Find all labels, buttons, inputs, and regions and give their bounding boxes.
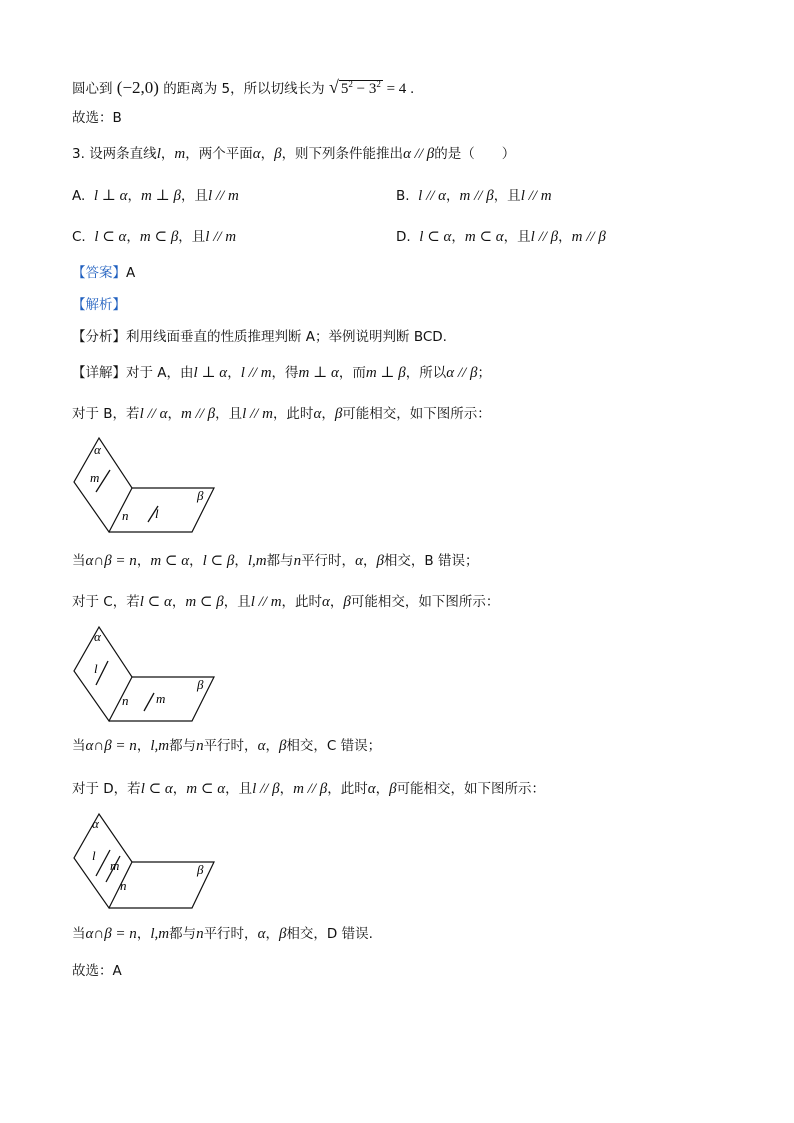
label-m: m [90,470,100,485]
case-c-conclusion: 当α∩β = n，l,m都与n平行时，α，β相交，C 错误； [72,738,382,754]
label-l: l [155,506,159,521]
label-n: n [122,508,129,523]
option-c: C. l ⊂ α，m ⊂ β，且l // m [72,229,237,245]
label-alpha: α [92,816,99,831]
point-expression: (−2,0) [116,78,159,97]
choose-1: 故选：B [72,110,122,126]
label-alpha: α [94,442,101,457]
option-d: D. l ⊂ α，m ⊂ α，且l // β，m // β [396,229,606,245]
figure-case-c [72,625,222,729]
case-b-line: 对于 B，若l // α，m // β，且l // m，此时α，β可能相交，如下图所示： [72,406,491,422]
label-m: m [156,691,166,706]
text: . [410,81,415,97]
label-l: l [94,661,98,676]
label-beta: β [197,862,204,877]
option-b: B. l // α，m // β，且l // m [396,188,552,204]
case-b-conclusion: 当α∩β = n，m ⊂ α，l ⊂ β，l,m都与n平行时，α，β相交，B 错误； [72,553,479,569]
option-a: A. l ⊥ α，m ⊥ β，且l // m [72,188,239,204]
case-d-line: 对于 D，若l ⊂ α，m ⊂ α，且l // β，m // β，此时α，β可能相交，如下图所示： [72,781,546,797]
answer-tag: 【答案】 [72,265,126,281]
answer-line [72,263,135,283]
figure-case-b [72,436,222,540]
choose-2: 故选：A [72,963,122,979]
solution-line-1 [72,74,414,99]
text: 的距离为 5，所以切线长为 [163,81,325,97]
analysis-line: 【分析】利用线面垂直的性质推理判断 A；举例说明判断 BCD. [72,329,447,345]
case-d-conclusion: 当α∩β = n，l,m都与n平行时，α，β相交，D 错误. [72,926,373,942]
analysis-heading: 【解析】 [72,297,126,313]
label-l: l [92,848,96,863]
text: 圆心到 [72,81,113,97]
figure-case-d-svg [72,812,222,912]
label-beta: β [197,677,204,692]
figure-case-c-svg [72,625,222,725]
case-c-line: 对于 C，若l ⊂ α，m ⊂ β，且l // m，此时α，β可能相交，如下图所示： [72,594,500,610]
figure-case-d [72,812,222,916]
label-alpha: α [94,629,101,644]
label-beta: β [197,488,204,503]
sqrt-formula: √ $5^2 - 3^2 = 4$ [328,77,407,97]
answer-value: A [126,265,136,281]
detail-line: 【详解】对于 A，由l ⊥ α，l // m，得m ⊥ α，而m ⊥ β，所以α // β； [72,365,491,381]
question-3: 3. 设两条直线l，m，两个平面α，β，则下列条件能推出α // β的是（ ） [72,146,516,162]
label-n: n [122,693,129,708]
label-n: n [120,878,127,893]
label-m: m [110,858,120,873]
figure-case-b-svg [72,436,222,536]
